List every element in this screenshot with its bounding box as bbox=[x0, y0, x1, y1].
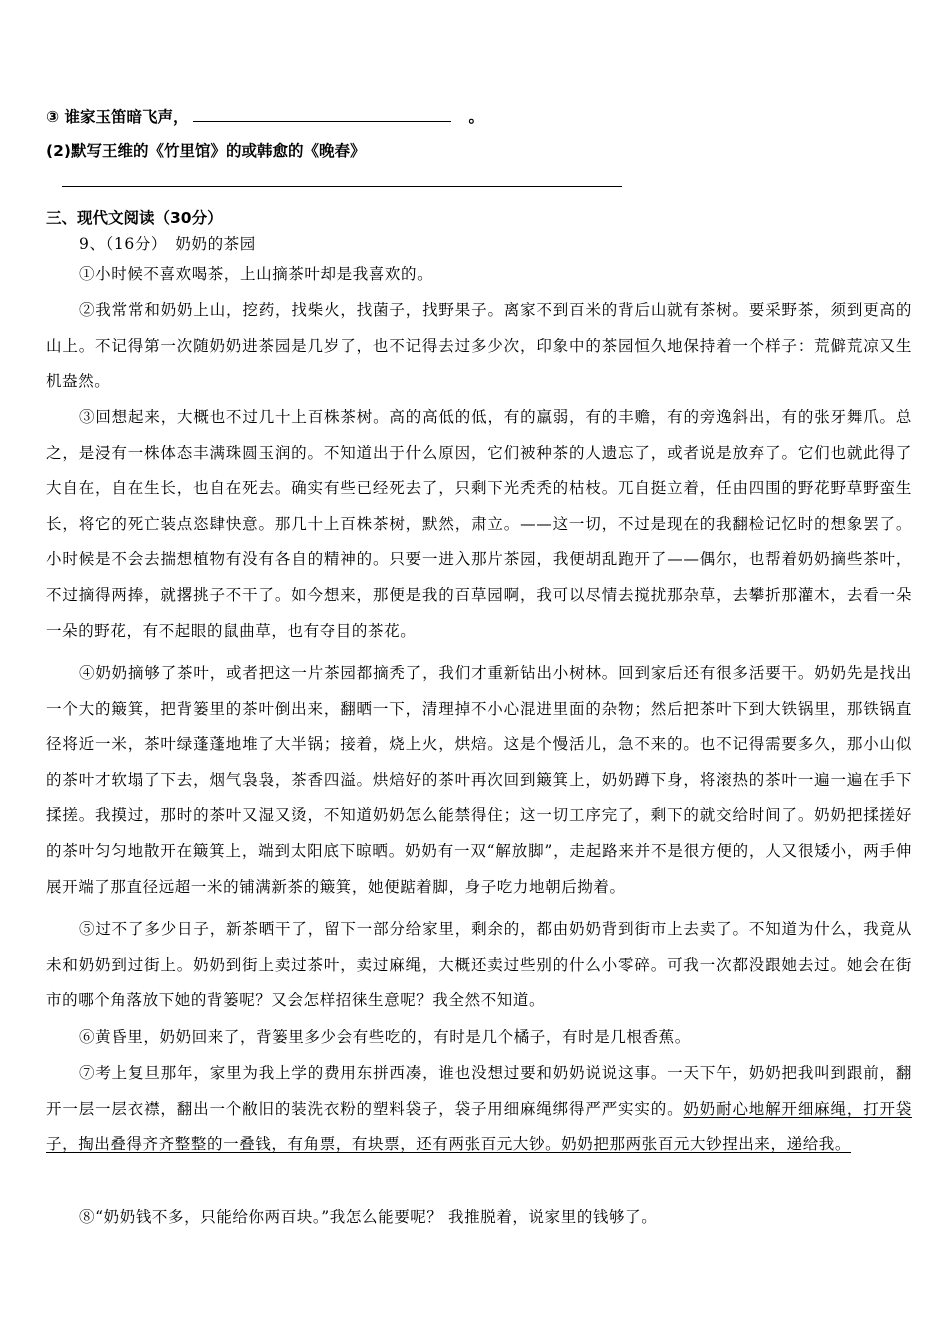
paragraph-2: ②我常常和奶奶上山，挖药，找柴火，找菌子，找野果子。离家不到百米的背后山就有茶树。要采野茶，须到更高的山上。不记得第一次随奶奶进茶园是几岁了，也不记得去过多少次，印象中的茶园恒久地保持着一个样子：荒僻荒凉又生机盎然。 bbox=[46, 301, 912, 391]
paragraph-5: ⑤过不了多少日子，新茶晒干了，留下一部分给家里，剩余的，都由奶奶背到街市上去卖了。不知道为什么，我竟从未和奶奶到过街上。奶奶到街上卖过茶叶，卖过麻绳，大概还卖过些别的什么小零碎。可我一次都没跟她去过。她会在街市的哪个角落放下她的背篓呢？又会怎样招徕生意呢？我全然不知道。 bbox=[46, 920, 912, 1010]
poem-question-3-end: 。 bbox=[468, 108, 485, 126]
paragraph-3: ③回想起来，大概也不过几十上百株茶树。高的高低的低，有的羸弱，有的丰赡，有的旁逸斜出，有的张牙舞爪。总之，是浸有一株体态丰满珠圆玉润的。不知道出于什么原因，它们被种茶的人遗忘了，或者说是放弃了。它们也就此得了大自在，自在生长，也自在死去。确实有些已经死去了，只剩下光秃秃的枯枝。兀自挺立着，任由四围的野花野草野蛮生长，将它的死亡装点恣肆快意。那几十上百株茶树，默然，肃立。——这一切，不过是现在的我翻检记忆时的想象罢了。小时候是不会去揣想植物有没有各自的精神的。只要一进入那片茶园，我便胡乱跑开了——偶尔，也帮着奶奶摘些茶叶，不过摘得两捧，就撂挑子不干了。如今想来，那便是我的百草园啊，我可以尽情去搅扰那杂草，去攀折那灌木，去看一朵一朵的野花，有不起眼的鼠曲草，也有夺目的茶花。 bbox=[46, 408, 912, 640]
paragraph-4: ④奶奶摘够了茶叶，或者把这一片茶园都摘秃了，我们才重新钻出小树林。回到家后还有很多活要干。奶奶先是找出一个大的簸箕，把背篓里的茶叶倒出来，翻晒一下，清理掉不小心混进里面的杂物；然后把茶叶下到大铁锅里，那铁锅直径将近一米，茶叶绿蓬蓬地堆了大半锅；接着，烧上火，烘焙。这是个慢活儿，急不来的。也不记得需要多久，那小山似的茶叶才软塌了下去，烟气袅袅，茶香四溢。烘焙好的茶叶再次回到簸箕上，奶奶蹲下身，将滚热的茶叶一遍一遍在手下揉搓。我摸过，那时的茶叶又湿又烫，不知道奶奶怎么能禁得住；这一切工序完了，剩下的就交给时间了。奶奶把揉搓好的茶叶匀匀地散开在簸箕上，端到太阳底下晾晒。奶奶有一双“解放脚”，走起路来并不是很方便的，人又很矮小，两手伸展开端了那直径远超一米的铺满新茶的簸箕，她便踮着脚，身子吃力地朝后拗着。 bbox=[46, 664, 912, 896]
paragraph-6: ⑥黄昏里，奶奶回来了，背篓里多少会有些吃的，有时是几个橘子，有时是几根香蕉。 bbox=[79, 1028, 691, 1046]
answer-line[interactable] bbox=[62, 186, 622, 187]
paragraph-8: ⑧“奶奶钱不多，只能给你两百块。”我怎么能要呢？ 我推脱着，说家里的钱够了。 bbox=[79, 1208, 658, 1226]
answer-blank[interactable] bbox=[193, 107, 451, 122]
paragraph-1: ①小时候不喜欢喝茶，上山摘茶叶却是我喜欢的。 bbox=[79, 265, 434, 283]
poem-question-3-text: ③ 谁家玉笛暗飞声， bbox=[46, 108, 189, 126]
paragraph-7-underlined: 奶奶耐心地解开细麻绳，打开袋子，掏出叠得齐齐整整的一叠钱，有角票，有块票，还有两张百元大钞。奶奶把那两张百元大钞捏出来，递给我。 bbox=[46, 1099, 912, 1154]
poem-question-3 bbox=[46, 105, 484, 127]
paragraph-7 bbox=[46, 1056, 912, 1163]
paragraph-7-text: ⑦考上复旦那年，家里为我上学的费用东拼西凑，谁也没想过要和奶奶说说这事。一天下午，奶奶把我叫到跟前，翻开一层一层衣襟，翻出一个敝旧的装洗衣粉的塑料袋子，袋子用细麻绳绑得严严实实的。 bbox=[46, 1064, 912, 1118]
question-title: 9、（16分） 奶奶的茶园 bbox=[79, 235, 256, 253]
section-title: 三、现代文阅读（30分） bbox=[46, 209, 223, 227]
poem-question-2: (2)默写王维的《竹里馆》的或韩愈的《晚春》 bbox=[46, 142, 366, 160]
